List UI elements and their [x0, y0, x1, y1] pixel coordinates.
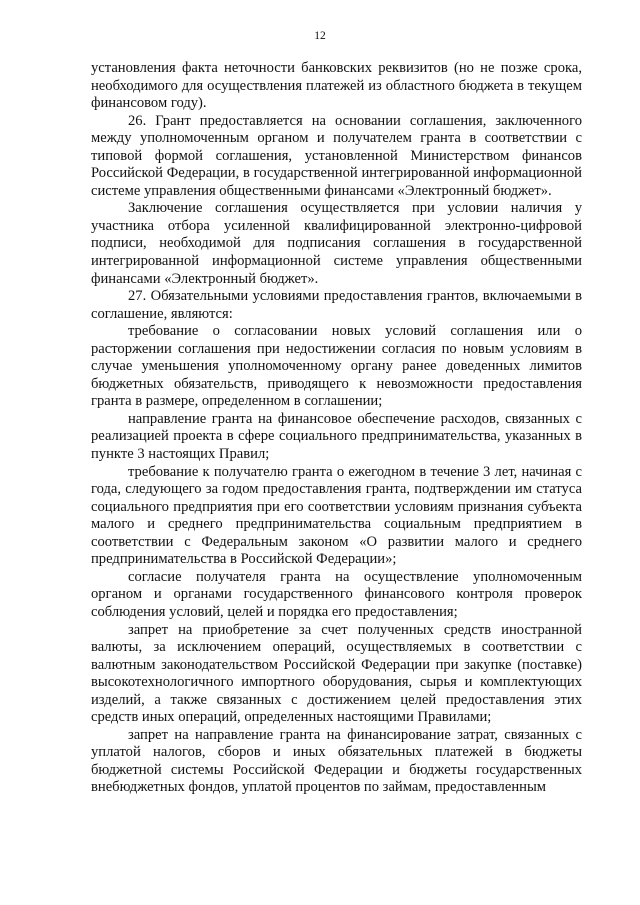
paragraph-condition-tax-ban: запрет на направление гранта на финансирование затрат, связанных с уплатой налогов, сборов и иных обязательных платежей в бюджеты бюджетной системы Российской Федерации и бюджеты государственных внебюджетных фондов, уплатой процентов по займам, предоставленным	[91, 726, 582, 796]
paragraph-agreement-conclusion: Заключение соглашения осуществляется при условии наличия у участника отбора усиленной квалифицированной электронно-цифровой подписи, необходимой для подписания соглашения в государственной интегрированной информационной системе управления общественными финансами «Электронный бюджет».	[91, 200, 582, 287]
paragraph-item-27: 27. Обязательными условиями предоставления грантов, включаемыми в соглашение, являются:	[91, 288, 582, 322]
paragraph-condition-currency-ban: запрет на приобретение за счет полученных средств иностранной валюты, за исключением операций, осуществляемых в соответствии с валютным законодательством Российской Федерации при закупке (поставке) высокотехнологичного импортного оборудования, сырья и комплектующих изделий, а также связанных с достижением целей предоставления этих средств иных операций, определенных настоящими Правилами;	[91, 621, 582, 726]
paragraph-condition-grant-purpose: направление гранта на финансовое обеспечение расходов, связанных с реализацией проекта в сфере социального предпринимательства, указанных в пункте 3 настоящих Правил;	[91, 410, 582, 463]
paragraph-condition-audit-consent: согласие получателя гранта на осуществление уполномоченным органом и органами государственного финансового контроля проверок соблюдения условий, целей и порядка его предоставления;	[91, 568, 582, 620]
paragraph-item-26: 26. Грант предоставляется на основании соглашения, заключенного между уполномоченным органом и получателем гранта в соответствии с типовой формой соглашения, установленной Министерством финансов Российской Федерации, в государственной интегрированной информационной системе управления общественными финансами «Электронный бюджет».	[91, 112, 582, 199]
document-body	[91, 60, 582, 797]
paragraph-condition-agreement-renegotiation: требование о согласовании новых условий соглашения или о расторжении соглашения при недостижении согласия по новым условиям в случае уменьшения уполномоченному органу ранее доведенных лимитов бюджетных обязательств, приводящего к невозможности предоставления гранта в размере, определенном в соглашении;	[91, 323, 582, 410]
page-number: 12	[314, 30, 326, 42]
paragraph-continuation: установления факта неточности банковских реквизитов (но не позже срока, необходимого для осуществления платежей из областного бюджета в текущем финансовом году).	[91, 60, 582, 112]
paragraph-condition-social-enterprise-status: требование к получателю гранта о ежегодном в течение 3 лет, начиная с года, следующего за годом предоставления гранта, подтверждении им статуса социального предприятия при его соответствии условиям признания субъекта малого и среднего предпринимательства социальным предприятием в соответствии с Федеральным законом «О развитии малого и среднего предпринимательства в Российской Федерации»;	[91, 463, 582, 568]
